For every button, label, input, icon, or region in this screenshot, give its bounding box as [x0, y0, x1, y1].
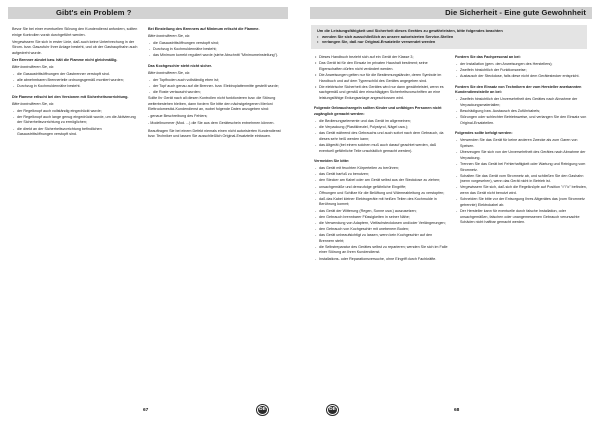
list-item: - die Verpackung (Plastikbeutel, Polystyrol, Nägel usw.);: [314, 125, 448, 131]
list-item: - die Selbstreparatur des Gerätes selbst zu reparieren; wenden Sie sich im Falle einer Störung an Ihren Kundendienst.: [314, 245, 448, 256]
list-item: - der Regelknopf auch lange genug eingedrückt wurde, um die Aktivierung der Sicherheitsvorrichtung zu ermöglichen;: [12, 115, 138, 126]
section-heading: Folgendes sollte befolgt werden:: [455, 131, 513, 136]
right-page: [300, 0, 600, 424]
list-item: - Zweifeln hinsichtlich der Unversehrtheit des Gerätes nach Abnahme der Verpackungsmaterialien;: [455, 97, 591, 108]
list-item: - Schalten Sie das Gerät vom Stromnetz ab, und schließen Sie den Gashahn (wenn vorgesehen), wenn das Gerät nicht in Betrieb ist.: [455, 174, 591, 185]
list-item: - Störungen oder schlechter Betriebsweise, und verlangen Sie den Einsatz von Original-Ersatzteilen.: [455, 115, 591, 126]
list-item: - das Gerät unbeaufsichtigt zu lassen, wenn kein Kochgeschirr auf den Brennern steht;: [314, 233, 448, 244]
section-heading: Fordern Sie das Fachpersonal an bei:: [455, 55, 521, 59]
list-item: • Dieses Handbuch bezieht sich auf ein Gerät der Klasse 3;: [314, 55, 448, 61]
spacer: [455, 127, 591, 130]
spacer: [148, 59, 284, 62]
list-item: - der Installation (gem. den Anweisungen des Herstellers);: [455, 62, 591, 68]
intro-lead: Um die Leistungsfähigkeit und Sicherheit dieses Gerätes zu gewährleisten, bitte folgendes beachten: [317, 28, 503, 33]
bullet-list: [314, 119, 448, 154]
list-item: - das Gerät während des Gebrauchs und auch sofort nach dem Gebrauch, da dieses sehr heiß werden kann;: [314, 131, 448, 142]
list-item: - Der Hersteller kann für eventuelle durch falsche Installation, oder unsachgemäßen, falschen oder unangemessenen Gebrauch verursachte Schäden nicht haftbar gemacht werden.: [455, 209, 591, 226]
section-heading: Fordern Sie den Einsatz von Technikern der vom Hersteller anerkannten Kundendienststelle an bei:: [455, 84, 582, 95]
list-item: - die direkt an der Sicherheitsvorrichtung befindlichen Gasaustrittsöffnungen verstopft sind.: [12, 127, 138, 138]
spacer: [12, 90, 138, 93]
bullet-list: [12, 72, 138, 90]
bullet-list: [12, 109, 138, 138]
left-column-1: [12, 27, 138, 138]
bullet-list: [455, 62, 591, 80]
spacer: [314, 102, 448, 105]
list-item: - Installations- oder Reparationsversuche, ohne Eingriff durch Fachkräfte.: [314, 257, 448, 263]
de-language-badge: DE: [256, 404, 269, 416]
list-item: - Öffnungen und Schlitze für die Belüftung und Wärmeableitung zu verstopfen;: [314, 191, 448, 197]
list-item: • Die Anweisungen gelten nur für die Bestimmungsländer, deren Symbole im Handbuch und auf dem Typenschild des Gerätes angegeben sind.: [314, 73, 448, 84]
paragraph: Sollte Ihr Gerät nach all diesen Kontrollen nicht funktionieren bzw. die Störung weiterbestehen bleiben, dann fordern Sie bitte den nächstgelegenen Merloni Elettrodomestici-Kundendienst an, wobei folgende Daten anzugeben sind:: [148, 96, 276, 112]
list-item: - Durchzug in Kochmuldennähe besteht.: [12, 84, 138, 90]
list-item: - Zweifeln hinsichtlich der Funktionsweise;: [455, 68, 591, 74]
list-item: - Überzeugen Sie sich von der Unversehrtheit des Gerätes nach Abnahme der Verpackung.: [455, 150, 591, 161]
list-item: - das Gerät mit feuchten Körperteilen zu berühren;: [314, 166, 448, 172]
left-page-title: Gibt's ein Problem ?: [56, 8, 132, 17]
list-item: - unsachgemäße und demzufolge gefährliche Eingriffe;: [314, 185, 448, 191]
list-item: - daß das Kabel kleiner Elektrogeräte mit heißen Teilen des Kochmulde in Berührung kommt;: [314, 197, 448, 208]
paragraph: - Modellnummer (Mod. ...) die Sie aus dem Geräteschein entnehmen können.: [148, 121, 275, 126]
check-prompt: Bitte kontrollieren Sie, ob:: [148, 34, 191, 39]
bullet-list: [148, 41, 284, 59]
spacer: [455, 80, 591, 83]
list-item: - die Gasaustrittsöffnungen der Gasbrenner verstopft sind.: [12, 72, 138, 78]
paragraph: - genaue Beschreibung des Fehlers;: [148, 114, 208, 119]
right-column-2: [455, 55, 591, 226]
paragraph: Vergewissern Sie sich in erster Linie, daß auch keine Unterbrechung in der Strom- bzw. Gaszufuhr Ihrer Anlage besteht, und ob der Gashaupthahn auch aufgedreht wurde.: [12, 39, 138, 55]
bullet-list: [314, 166, 448, 262]
spacer: [314, 155, 448, 158]
list-item: - Beschädigung bzw. Austausch des Zuführkabels;: [455, 109, 591, 115]
check-prompt: Bitte kontrollieren Sie, ob:: [148, 70, 191, 75]
list-item: - der Regelknopf auch vollständig eingedrückt wurde;: [12, 109, 138, 115]
paragraph: Bevor Sie bei einer eventuellen Störung den Kundendienst anfordern, sollten einige Kontrollen vorab durchgeführt werden.: [12, 27, 138, 37]
section-heading: Vermeiden Sie bitte:: [314, 159, 350, 164]
section-heading: Die Flamme erlischt bei den Versionen mit Sicherheitsvorrichtung.: [12, 94, 129, 99]
list-item: - den Gebrauch brennbarer Flüssigkeiten in seiner Nähe;: [314, 215, 448, 221]
intro-bullet: • verlangen Sie, daß nur Original-Ersatzteile verwendet werden: [317, 39, 581, 45]
bullet-list: [148, 78, 284, 96]
list-item: - das Gerät barfuß zu benutzen;: [314, 172, 448, 178]
list-item: - die Bedienungselemente und das Gerät im allgemeinen;: [314, 119, 448, 125]
list-item: - die Gasaustrittsöffnungen verstopft sind;: [148, 41, 284, 47]
de-language-badge: DE: [326, 404, 339, 416]
list-item: • Das Gerät ist für den Einsatz im privaten Haushalt bestimmt; seine Eigenschaften dürfen nicht verändert werden.: [314, 61, 448, 72]
section-heading: Der Brenner zündet bzw. hält die Flamme nicht gleichmäßig.: [12, 57, 118, 62]
right-column-1: [314, 55, 448, 263]
bullet-list: [314, 55, 448, 102]
list-item: - alle abnehmbaren Brennerteile ordnungsgemäß montiert wurden;: [12, 78, 138, 84]
list-item: - den Gebrauch von Kochgeschirr mit unebenem Boden;: [314, 227, 448, 233]
list-item: - der Topf auch genau auf die Brenner- bzw. Elektroplattenmitte gestellt wurde;: [148, 84, 284, 90]
list-item: - Vergewissern Sie sich, daß sich die Regelknöpfe auf Position "•"/"o" befinden, wenn das Gerät nicht benutzt wird.: [455, 185, 591, 196]
left-page-number: 67: [143, 408, 149, 413]
list-item: • Die elektrische Sicherheit des Gerätes wird nur dann gewährleistet, wenn es sachgemäß und gemäß den einschlägigen Sicherheitsvorschriften an eine leistungsfähige Erdungsanlage angeschlossen wird.: [314, 85, 448, 102]
section-heading: Bei Einstellung des Brenners auf Minimum erlischt die Flamme.: [148, 27, 260, 31]
list-item: - Durchzug in Kochmuldennähe besteht;: [148, 47, 284, 53]
list-item: - der Topfboden auch vollständig eben ist;: [148, 78, 284, 84]
list-item: - die Roste vertauscht wurden;: [148, 90, 284, 96]
section-heading: Das Kochgeschirr steht nicht sicher.: [148, 63, 212, 68]
bullet-list: [455, 97, 591, 126]
list-item: - das Gerät der Witterung (Regen, Sonne usw.) auszusetzen;: [314, 209, 448, 215]
list-item: - Austausch der Steckdose, falls diese nicht dem Gerätestecker entspricht.: [455, 74, 591, 80]
list-item: - das Minimum korrekt reguliert wurde (siehe Abschnitt "Minimumeinstellung").: [148, 53, 284, 59]
list-item: - die Verwendung von Adaptern, Vielfachsteckdosen und/oder Verlängerungen;: [314, 221, 448, 227]
left-page-header-bar: [8, 7, 288, 19]
intro-bullet: • wenden Sie sich ausschließlich an unsere autorisierten Service-Stellen: [317, 34, 581, 40]
list-item: - Trennen Sie das Gerät bei Fehlerhaftigkeit oder Wartung und Reinigung vom Stromnetz.: [455, 162, 591, 173]
right-page-header-bar: [310, 7, 592, 19]
right-page-title: Die Sicherheit - Eine gute Gewohnheit: [445, 8, 586, 17]
list-item: - Verwenden Sie das Gerät für keine anderen Zwecke als zum Garen von Speisen.: [455, 138, 591, 149]
list-item: - Schneiden Sie bitte vor der Entsorgung Ihres Altgerätes das (vom Stromnetz getrennte) Elektrokabel ab.: [455, 197, 591, 208]
check-prompt: Bitte kontrollieren Sie, ob:: [12, 101, 55, 106]
right-page-number: 68: [454, 408, 460, 413]
section-heading: Folgende Gebrauchsregeln sollten Kinder und unfähigen Personen nicht zugänglich gemacht werden:: [314, 106, 442, 117]
check-prompt: Bitte kontrollieren Sie, ob:: [12, 64, 55, 69]
list-item: - das Altgerät (bei einem solchen muß auch darauf geachtet werden, daß eventuell gefährliche Teile unschädlich gemacht werden).: [314, 143, 448, 154]
paragraph: Beauftragen Sie bei einem Defekt niemals einen nicht autorisierten Kundendienst bzw. Techniker und lassen Sie ausschließlich Original-Ersatzteile einbauen.: [148, 128, 281, 139]
bullet-list: [455, 138, 591, 225]
safety-intro-box: [311, 25, 587, 49]
left-column-2: [148, 27, 284, 141]
list-item: - den Stecker am Kabel oder am Gerät selbst aus der Steckdose zu ziehen;: [314, 178, 448, 184]
